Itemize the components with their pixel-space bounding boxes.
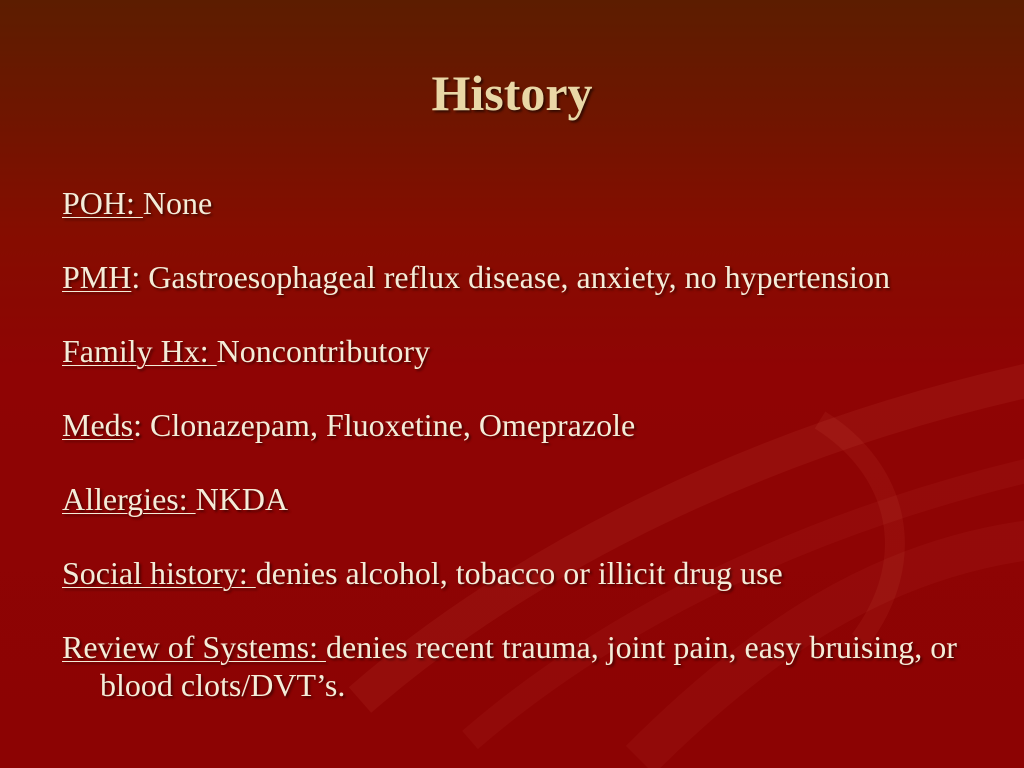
item-text: : Gastroesophageal reflux disease, anxiety, no hypertension <box>131 259 890 295</box>
list-item-meds <box>62 406 962 444</box>
list-item-family-hx <box>62 332 962 370</box>
slide-title: History <box>431 65 593 121</box>
list-item-review-of-systems <box>62 628 962 704</box>
item-text: None <box>142 185 213 221</box>
item-label: Allergies: <box>62 481 196 517</box>
history-list <box>62 184 962 740</box>
list-item-allergies <box>62 480 962 518</box>
item-text: NKDA <box>195 481 289 517</box>
item-text: denies alcohol, tobacco or illicit drug use <box>255 555 783 591</box>
item-label: PMH <box>62 259 132 295</box>
list-item-poh <box>62 184 962 222</box>
item-text: : Clonazepam, Fluoxetine, Omeprazole <box>133 407 636 443</box>
list-item-social-history <box>62 554 962 592</box>
item-text: Noncontributory <box>216 333 430 369</box>
item-label: Review of Systems: <box>62 629 326 665</box>
item-label: Meds <box>62 407 134 443</box>
item-text: denies recent trauma, joint pain, easy bruising, or blood clots/DVT’s. <box>100 629 957 703</box>
item-label: POH: <box>62 185 143 221</box>
list-item-pmh <box>62 258 962 296</box>
item-label: Social history: <box>62 555 256 591</box>
item-label: Family Hx: <box>62 333 217 369</box>
